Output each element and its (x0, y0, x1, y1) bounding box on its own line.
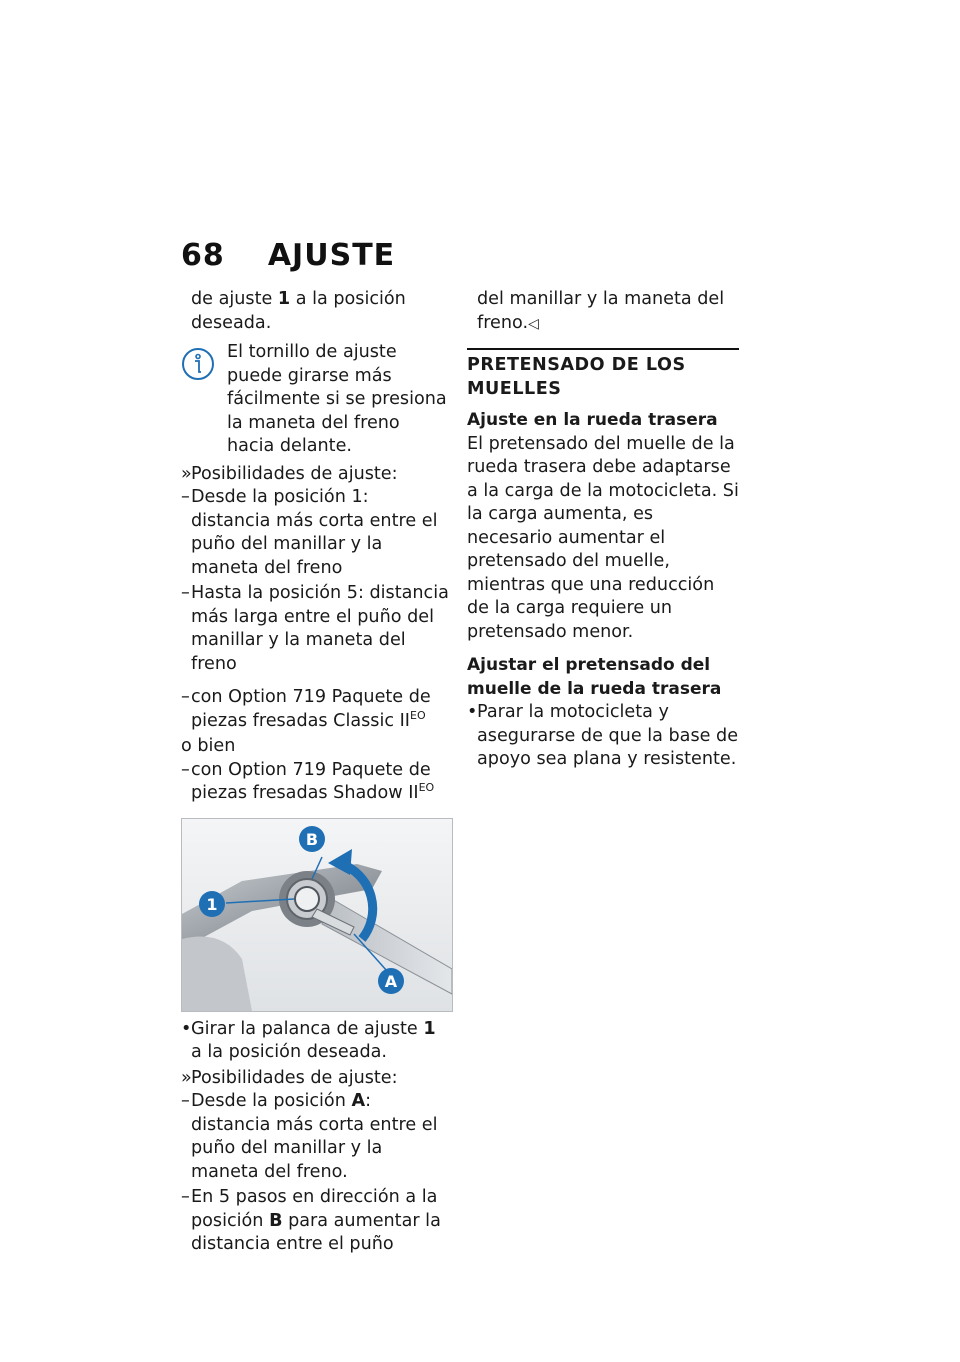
dash-item-position-1: – Desde la posición 1: distancia más corta entre el puño del manillar y la maneta del freno (181, 487, 438, 578)
bullet-turn-lever: • Girar la palanca de ajuste 1 a la posición deseada. (181, 1018, 436, 1062)
callout-1 (199, 891, 225, 917)
figure-brake-lever (181, 818, 453, 1012)
callout-a (378, 968, 404, 994)
dash-item-steps-b: – En 5 pasos en dirección a la posición B para aumentar la distancia entre el puño (181, 1187, 441, 1254)
or-text: o bien (181, 736, 236, 756)
info-note (181, 341, 451, 459)
left-column (181, 288, 451, 1259)
section-rule (467, 348, 739, 350)
subheading-rear-wheel: Ajuste en la rueda trasera (467, 410, 718, 430)
dash-item-position-5: – Hasta la posición 5: distancia más larga entre el puño del manillar y la maneta del freno (181, 583, 449, 674)
callout-b (299, 826, 325, 852)
possibilities-heading: » Posibilidades de ajuste: (181, 463, 398, 484)
section-title: AJUSTE (267, 238, 396, 273)
option-classic: – con Option 719 Paquete de piezas fresadas Classic $II^{EO}$ (181, 687, 431, 731)
info-icon (181, 347, 215, 381)
subheading-adjust-preload: Ajustar el pretensado del muelle de la rueda trasera (467, 655, 722, 699)
svg-text:B: B (305, 829, 319, 849)
dash-item-position-a: – Desde la posición A: distancia más corta entre el puño del manillar y la maneta del freno. (181, 1091, 438, 1182)
paragraph-adjust-continuation: de ajuste 1 a la posición deseada. (191, 289, 406, 333)
info-text: El tornillo de ajuste puede girarse más fácilmente si se presiona la maneta del freno hacia delante. (227, 342, 447, 456)
possibilities-heading-2: » Posibilidades de ajuste: (181, 1067, 398, 1088)
page-number: 68 (181, 238, 225, 273)
option-shadow: – con Option 719 Paquete de piezas fresadas Shadow $II^{EO}$ (181, 759, 435, 803)
end-mark-icon: ◁ (528, 315, 539, 332)
right-column (467, 288, 739, 774)
svg-text:A: A (384, 971, 398, 991)
bullet-park-motorcycle: • Parar la motocicleta y asegurarse de que la base de apoyo sea plana y resistente. (467, 702, 739, 769)
paragraph-preload: El pretensado del muelle de la rueda trasera debe adaptarse a la carga de la motocicleta. Si la carga aumenta, es necesario aumentar el pretensado del muelle, mientras que una reducción de la carga requiere un pretensado menor. (467, 433, 739, 642)
page-header (181, 238, 395, 273)
svg-text:1: 1 (206, 894, 218, 914)
section-heading: PRETENSADO DE LOS MUELLES (467, 355, 686, 399)
continuation-text: del manillar y la maneta del freno.◁ (477, 289, 725, 333)
